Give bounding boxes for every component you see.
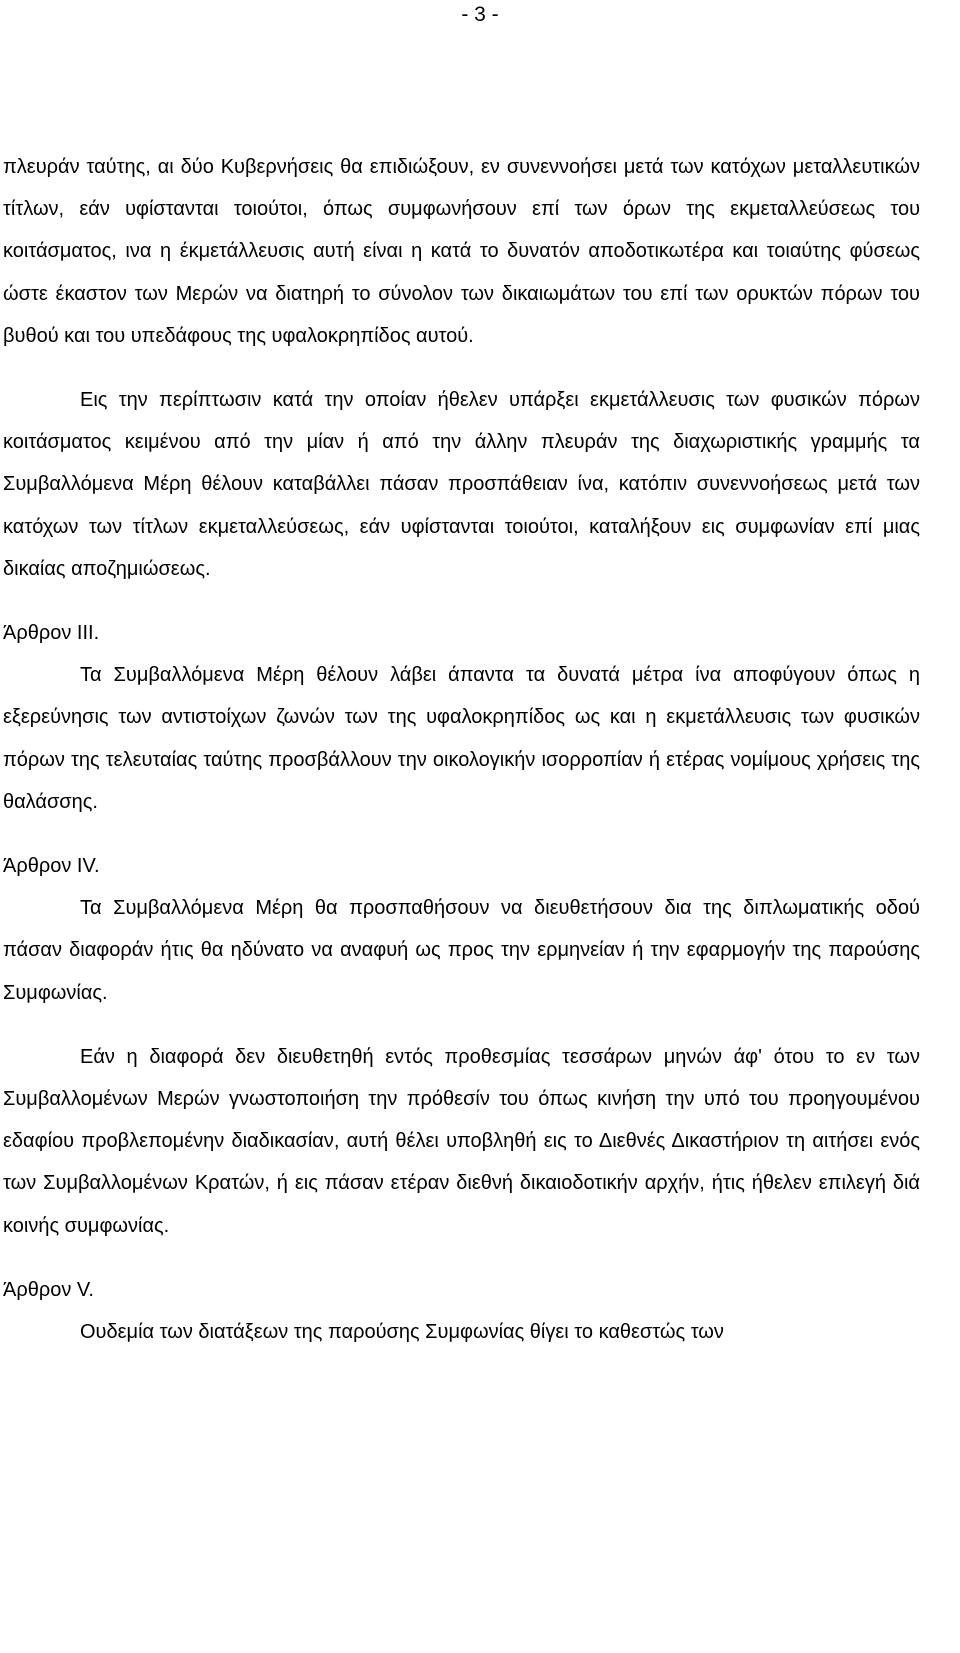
paragraph-article-5: Ουδεμία των διατάξεων της παρούσης Συμφωνίας θίγει το καθεστώς των: [80, 1321, 724, 1344]
paragraph-exploitation: Εις την περίπτωσιν κατά την οποίαν ήθελεν υπάρξει εκμετάλλευσις των φυσικών πόρων κοιτάσματος κειμένου από την μίαν ή από την άλλην πλευράν της διαχωριστικής γραμμής τα Συμβαλλόμενα Μέρη θέλουν καταβάλλει πάσαν προσπάθειαν ίνα, κατόπιν συνεννοήσεως μετά των κατόχων των τίτλων εκμεταλλεύσεως, εάν υφίστανται τοιούτοι, καταλήξουν εις συμφωνίαν επί μιας δικαίας αποζημιώσεως.: [3, 389, 920, 580]
paragraph-article-3: Τα Συμβαλλόμενα Μέρη θέλουν λάβει άπαντα τα δυνατά μέτρα ίνα αποφύγουν όπως η εξερεύνησις των αντιστοίχων ζωνών των της υφαλοκρηπίδος ως και η εκμετάλλευσις των φυσικών πόρων της τελευταίας ταύτης προσβάλλουν την οικολογικήν ισορροπίαν ή ετέρας νομίμους χρήσεις της θαλάσσης.: [3, 664, 920, 813]
document-body: [3, 146, 920, 1353]
article-3-heading: Άρθρον ΙΙΙ.: [3, 622, 100, 645]
paragraph-dispute: Εάν η διαφορά δεν διευθετηθή εντός προθεσμίας τεσσάρων μηνών άφ' ότου το εν των Συμβαλλομένων Μερών γνωστοποιήση την πρόθεσίν του όπως κινήση την υπό του προηγουμένου εδαφίου προβλεπομένην διαδικασίαν, αυτή θέλει υποβληθή εις το Διεθνές Δικαστήριον τη αιτήσει ενός των Συμβαλλομένων Κρατών, ή εις πάσαν ετέραν διεθνή δικαιοδοτικήν αρχήν, ήτις ήθελεν επιλεγή διά κοινής συμφωνίας.: [3, 1045, 920, 1237]
page-number: - 3 -: [461, 3, 499, 26]
paragraph-article-4: Τα Συμβαλλόμενα Μέρη θα προσπαθήσουν να διευθετήσουν δια της διπλωματικής οδού πάσαν διαφοράν ήτις θα ηδύνατο να αναφυή ως προς την ερμηνείαν ή την εφαρμογήν της παρούσης Συμφωνίας.: [3, 897, 920, 1004]
article-4-heading: Άρθρον ΙV.: [3, 855, 100, 878]
article-5-heading: Άρθρον V.: [3, 1278, 94, 1301]
paragraph-continuation: πλευράν ταύτης, αι δύο Κυβερνήσεις θα επιδιώξουν, εν συνεννοήσει μετά των κατόχων μεταλλευτικών τίτλων, εάν υφίστανται τοιούτοι, όπως συμφωνήσουν επί των όρων της εκμεταλλεύσεως του κοιτάσματος, ινα η έκμετάλλευσις αυτή είναι η κατά το δυνατόν αποδοτικωτέρα και τοιαύτης φύσεως ώστε έκαστον των Μερών να διατηρή το σύνολον των δικαιωμάτων του επί των ορυκτών πόρων του βυθού και του υπεδάφους της υφαλοκρηπίδος αυτού.: [3, 156, 920, 347]
